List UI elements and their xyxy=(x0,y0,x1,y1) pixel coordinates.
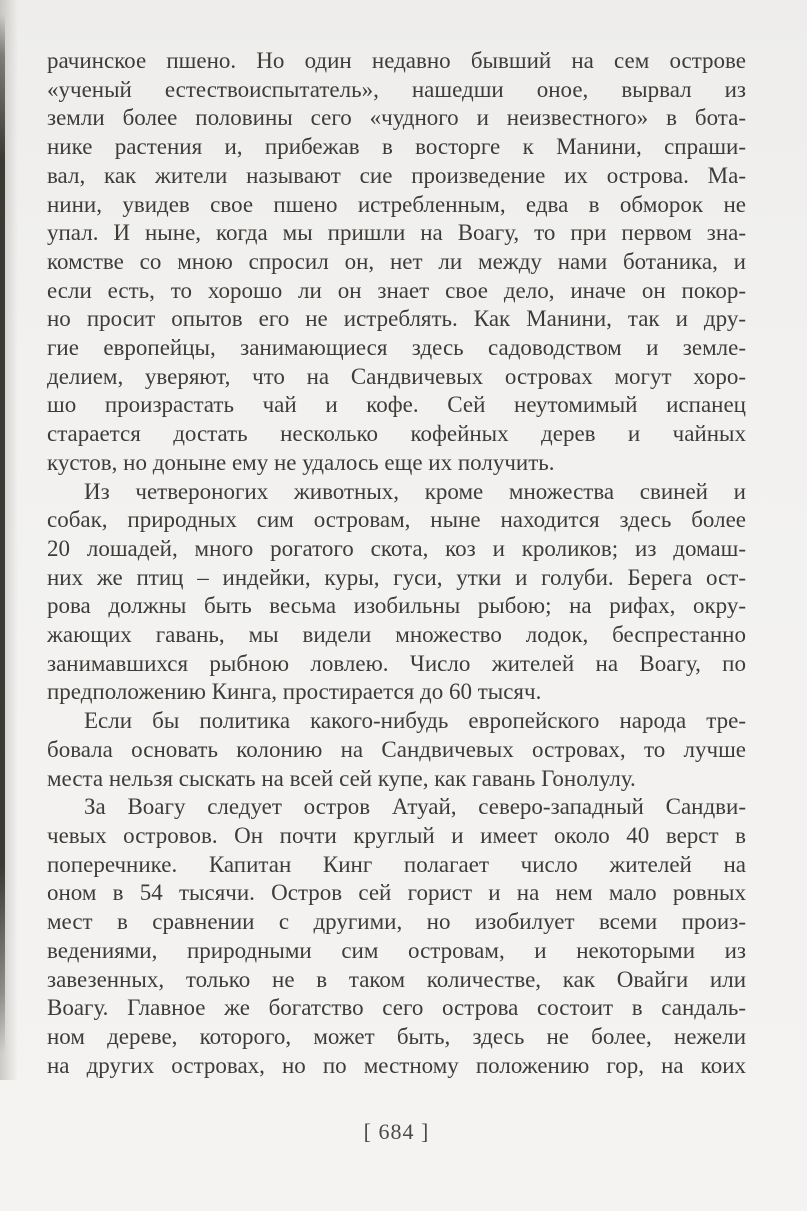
text-line: собак, природных сим островам, ныне находится здесь более xyxy=(47,507,746,533)
text-line: предположению Кинга, простирается до 60 тысяч. xyxy=(47,679,542,705)
text-line: рачинское пшено. Но один недавно бывший на сем острове xyxy=(47,48,746,73)
text-line: нике растения и, прибежав в восторге к Манини, спраши- xyxy=(47,134,746,160)
text-block xyxy=(47,47,746,1080)
text-line: завезенных, только не в таком количестве, как Овайги или xyxy=(47,966,746,992)
text-line: чевых островов. Он почти круглый и имеет около 40 верст в xyxy=(47,822,746,848)
text-line: За Воагу следует остров Атуай, северо-западный Сандви- xyxy=(84,794,746,820)
text-line: занимавшихся рыбною ловлею. Число жителей на Воагу, по xyxy=(47,650,746,676)
text-line: вал, как жители называют сие произведение их острова. Ма- xyxy=(47,162,746,188)
text-line: ном дереве, которого, может быть, здесь не более, нежели xyxy=(47,1023,746,1049)
text-line: нини, увидев свое пшено истребленным, едва в обморок не xyxy=(47,191,746,217)
text-line: оном в 54 тысячи. Остров сей горист и на нем мало ровных xyxy=(47,880,746,906)
paragraph xyxy=(47,478,746,708)
text-line: Воагу. Главное же богатство сего острова состоит в сандаль- xyxy=(47,995,746,1021)
text-line: них же птиц – индейки, куры, гуси, утки и голуби. Берега ост- xyxy=(47,564,746,590)
text-line: 20 лошадей, много рогатого скота, коз и кроликов; из домаш- xyxy=(47,535,746,561)
text-line: кустов, но доныне ему не удалось еще их получить. xyxy=(47,449,555,475)
text-line: мест в сравнении с другими, но изобилует всеми произ- xyxy=(47,909,746,935)
text-line: Из четвероногих животных, кроме множества свиней и xyxy=(84,478,746,504)
text-line: на других островах, но по местному положению гор, на коих xyxy=(47,1052,746,1078)
text-line: рова должны быть весьма изобильны рыбою; на рифах, окру- xyxy=(47,593,746,619)
text-line: Если бы политика какого-нибудь европейского народа тре- xyxy=(84,708,746,734)
text-line: старается достать несколько кофейных дерев и чайных xyxy=(47,421,746,447)
text-line: упал. И ныне, когда мы пришли на Воагу, то при первом зна- xyxy=(47,220,746,246)
scan-edge-shadow xyxy=(0,0,18,1080)
text-line: шо произрастать чай и кофе. Сей неутомимый испанец xyxy=(47,392,746,418)
page-number: [ 684 ] xyxy=(363,1119,430,1144)
text-line: гие европейцы, занимающиеся здесь садоводством и земле- xyxy=(47,335,746,361)
paragraph xyxy=(47,793,746,1080)
text-line: жающих гавань, мы видели множество лодок, беспрестанно xyxy=(47,622,746,648)
text-line: ведениями, природными сим островам, и некоторыми из xyxy=(47,937,746,963)
text-line: места нельзя сыскать на всей сей купе, как гавань Гонолулу. xyxy=(47,765,636,791)
text-line: если есть, то хорошо ли он знает свое дело, иначе он покор- xyxy=(47,277,746,303)
paragraph xyxy=(47,707,746,793)
text-line: «ученый естествоиспытатель», нашедши оное, вырвал из xyxy=(47,76,746,102)
text-line: бовала основать колонию на Сандвичевых островах, то лучше xyxy=(47,736,746,762)
text-line: поперечнике. Капитан Кинг полагает число жителей на xyxy=(47,851,746,877)
scan-edge-line xyxy=(0,14,5,1054)
paragraph xyxy=(47,47,746,478)
text-line: но просит опытов его не истреблять. Как Манини, так и дру- xyxy=(47,306,746,332)
text-line: делием, уверяют, что на Сандвичевых островах могут хоро- xyxy=(47,363,746,389)
text-line: комстве со мною спросил он, нет ли между нами ботаника, и xyxy=(47,248,746,274)
text-line: земли более половины сего «чудного и неизвестного» в бота- xyxy=(47,105,746,131)
